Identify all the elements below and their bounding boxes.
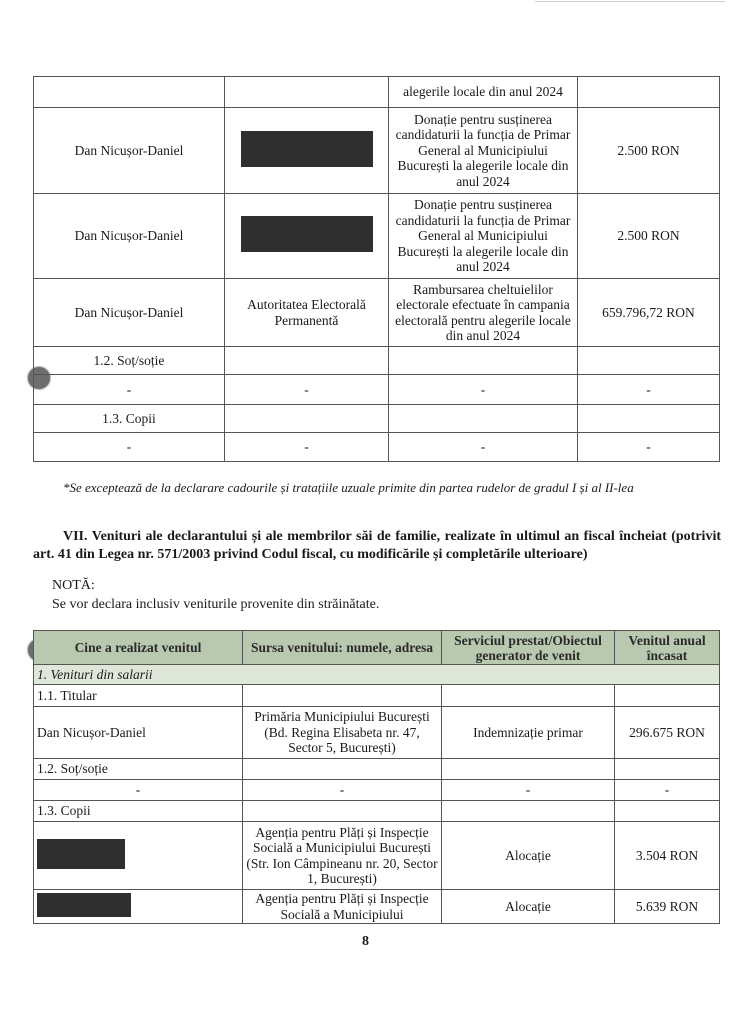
redaction-box: [37, 839, 125, 869]
column-header: Sursa venitului: numele, adresa: [243, 631, 442, 665]
redaction-box: [37, 893, 131, 917]
value-cell: 659.796,72 RON: [578, 279, 720, 347]
source-cell: Autoritatea Electorală Permanentă: [225, 279, 389, 347]
section-heading: VII. Venituri ale declarantului și ale membrilor săi de familie, realizate în ultimul an fiscal încheiat (potrivit art. 41 din Legea nr. 571/2003 privind Codul fiscal, cu modificările și completările ulterioare): [33, 529, 721, 562]
table-row: [34, 194, 720, 279]
table-row: [34, 822, 720, 890]
spouse-label-row: [34, 759, 720, 780]
description-cell: Rambursarea cheltuielilor electorale efectuate în campania electorală pentru alegerile locale din anul 2024: [389, 279, 578, 347]
who-cell: Dan Nicușor-Daniel: [34, 108, 225, 194]
table-row: - - - -: [34, 433, 720, 462]
who-cell: [34, 890, 243, 924]
redaction-box: [241, 131, 373, 167]
description-cell: Donație pentru susținerea candidaturii la funcția de Primar General al Municipiului București la alegerile locale din anul 2024: [389, 108, 578, 194]
who-cell: Dan Nicușor-Daniel: [34, 194, 225, 279]
spouse-label: 1.2. Soț/soție: [34, 347, 225, 375]
table-row: [34, 77, 720, 108]
who-cell: Dan Nicușor-Daniel: [34, 707, 243, 759]
who-cell: Dan Nicușor-Daniel: [34, 279, 225, 347]
value-cell: 296.675 RON: [615, 707, 720, 759]
service-cell: Indemnizație primar: [442, 707, 615, 759]
who-cell: [34, 77, 225, 108]
source-cell: Agenția pentru Plăți și Inspecție Socială a Municipiului București (Str. Ion Câmpineanu nr. 20, Sector 1, București): [243, 822, 442, 890]
titular-label: 1.1. Titular: [34, 685, 243, 707]
note-label: NOTĂ:: [52, 578, 95, 593]
column-header: Venitul anual încasat: [615, 631, 720, 665]
source-cell: Primăria Municipiului București (Bd. Regina Elisabeta nr. 47, Sector 5, București): [243, 707, 442, 759]
children-label-row: [34, 801, 720, 822]
table-row: [34, 890, 720, 924]
column-header: Cine a realizat venitul: [34, 631, 243, 665]
titular-label-row: [34, 685, 720, 707]
header-row: [34, 631, 720, 665]
source-cell: [225, 194, 389, 279]
table-row: [34, 108, 720, 194]
service-cell: Alocație: [442, 890, 615, 924]
page-number: 8: [362, 934, 369, 949]
value-cell: 2.500 RON: [578, 108, 720, 194]
description-cell: Donație pentru susținerea candidaturii la funcția de Primar General al Municipiului București la alegerile locale din anul 2024: [389, 194, 578, 279]
value-cell: 5.639 RON: [615, 890, 720, 924]
column-header: Serviciul prestat/Obiectul generator de venit: [442, 631, 615, 665]
table-row: - - - -: [34, 375, 720, 405]
redaction-box: [241, 216, 373, 252]
source-cell: Agenția pentru Plăți și Inspecție Socială a Municipiului: [243, 890, 442, 924]
children-label: 1.3. Copii: [34, 405, 225, 433]
income-table: [33, 630, 720, 924]
spouse-label-row: [34, 347, 720, 375]
value-cell: [578, 77, 720, 108]
scan-edge-line: [535, 1, 725, 2]
service-cell: Alocație: [442, 822, 615, 890]
value-cell: 3.504 RON: [615, 822, 720, 890]
value-cell: 2.500 RON: [578, 194, 720, 279]
who-cell: [34, 822, 243, 890]
note-text: Se vor declara inclusiv veniturile provenite din străinătate.: [52, 597, 380, 612]
source-cell: [225, 108, 389, 194]
gifts-table: [33, 76, 720, 462]
section-row: [34, 665, 720, 685]
footnote: *Se exceptează de la declarare cadourile și tratațiile uzuale primite din partea rudelor de gradul I și al II-lea: [63, 480, 634, 495]
table-row: - - - -: [34, 780, 720, 801]
table-row: [34, 707, 720, 759]
source-cell: [225, 77, 389, 108]
spouse-label: 1.2. Soț/soție: [34, 759, 243, 780]
children-label-row: [34, 405, 720, 433]
section-label: 1. Venituri din salarii: [34, 665, 720, 685]
children-label: 1.3. Copii: [34, 801, 243, 822]
table-row: [34, 279, 720, 347]
description-cell: alegerile locale din anul 2024: [389, 77, 578, 108]
